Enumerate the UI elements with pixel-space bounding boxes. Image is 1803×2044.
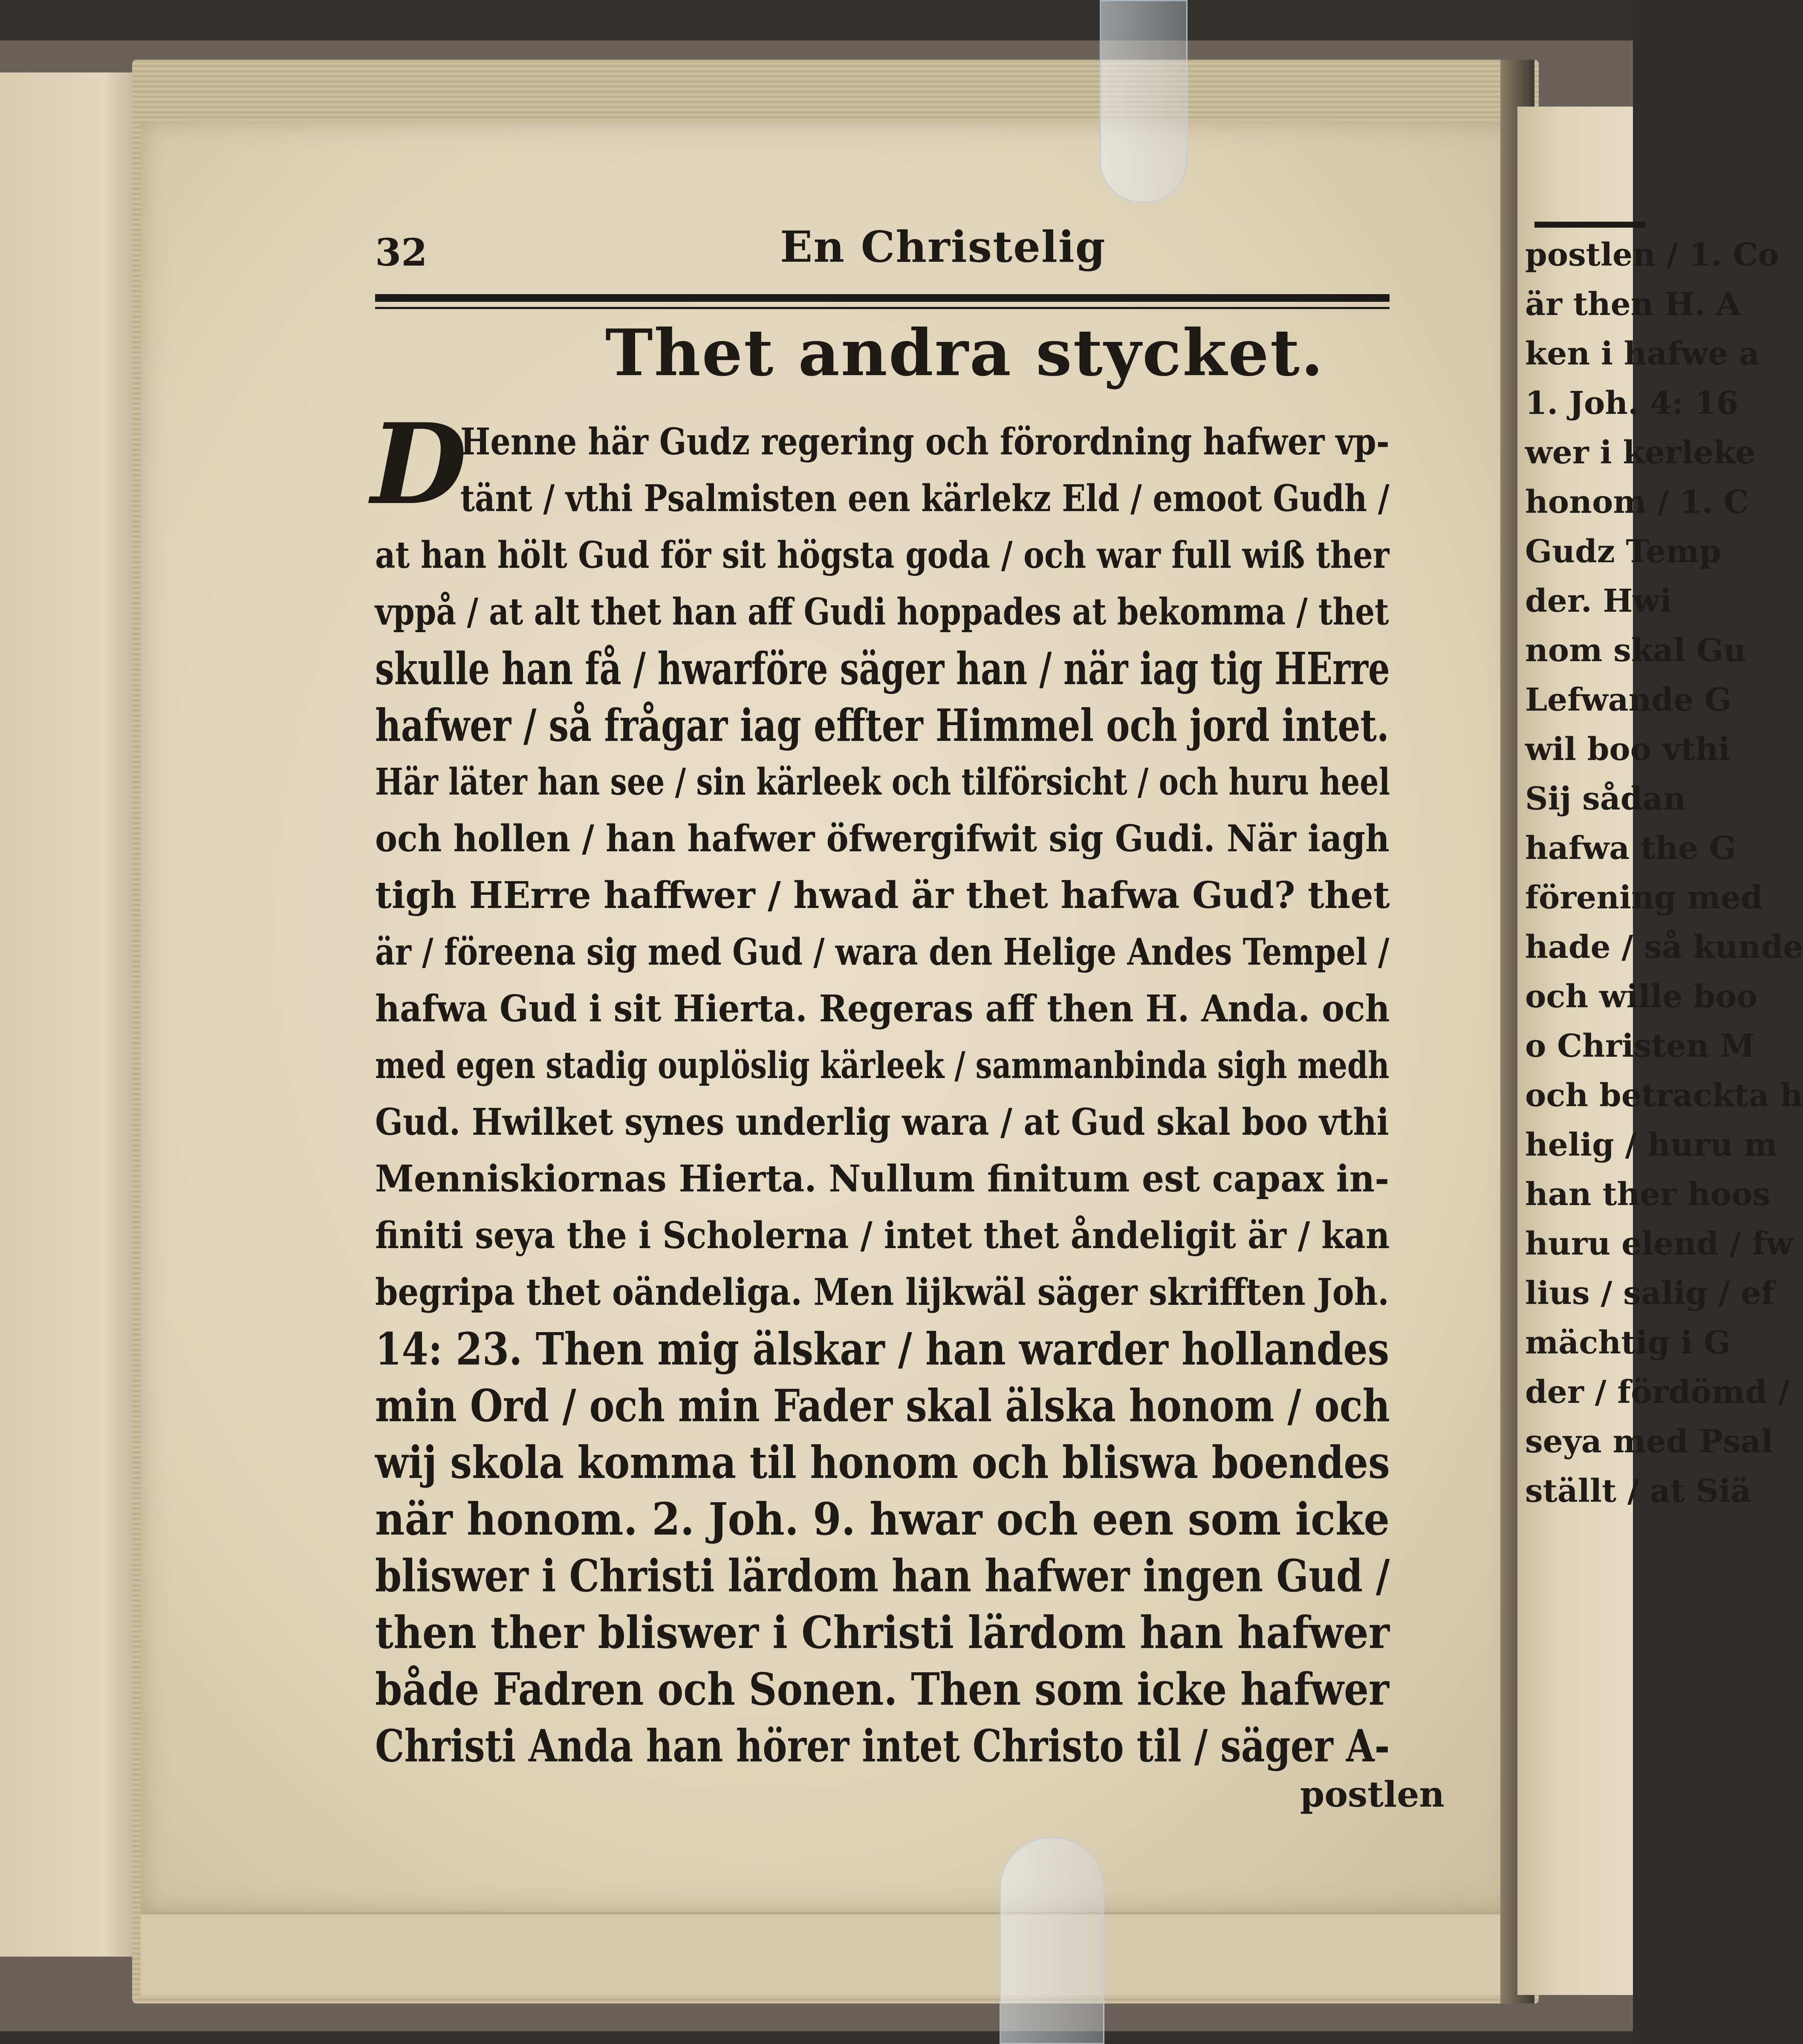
facing-text-line: hade / så kunde — [1525, 929, 1803, 966]
facing-text-line: han ther hoos — [1525, 1176, 1771, 1213]
body-text — [375, 413, 1407, 1774]
text-line: och hollen / han hafwer öfwergifwit sig Gudi. När iagh — [375, 817, 1390, 860]
facing-text-line: helig / huru m — [1525, 1127, 1777, 1163]
facing-text-line: postlen / 1. Co — [1525, 237, 1779, 273]
text-line: 14: 23. Then mig älskar / han warder hollandes — [375, 1323, 1390, 1375]
text-line: then ther bliswer i Christi lärdom han hafwer — [375, 1606, 1390, 1659]
page-bottom-edge — [141, 1912, 1517, 1995]
clip-bottom — [1000, 1837, 1104, 2044]
facing-text-line: o Christen M — [1525, 1028, 1755, 1064]
text-line: begripa thet oändeliga. Men lijkwäl säger skrifften Joh. — [375, 1271, 1389, 1314]
head-rule-thin — [375, 307, 1390, 309]
text-line: skulle han få / hwarföre säger han / när iag tig HErre — [375, 642, 1390, 695]
facing-text-line: honom / 1. C — [1525, 484, 1749, 520]
text-line: hafwa Gud i sit Hierta. Regeras aff then H. Anda. och — [375, 987, 1390, 1030]
facing-text-line: lius / salig / ef — [1525, 1275, 1775, 1312]
facing-text-line: ken i hafwe a — [1525, 335, 1760, 372]
text-line: min Ord / och min Fader skal älska honom / och — [375, 1379, 1390, 1432]
drop-initial: D — [371, 399, 467, 529]
facing-text-line: hafwa the G — [1525, 830, 1737, 867]
facing-text-line: och betrackta h — [1525, 1077, 1803, 1114]
facing-page-rule — [1534, 222, 1645, 228]
facing-text-line: mächtig i G — [1525, 1324, 1731, 1361]
text-line: Henne här Gudz regering och förordning hafwer vp- — [460, 420, 1390, 463]
facing-text-line: seya med Psal — [1525, 1423, 1773, 1460]
facing-text-line: nom skal Gu — [1525, 632, 1746, 669]
running-head — [375, 205, 1407, 281]
facing-text-line: Gudz Temp — [1525, 533, 1722, 570]
facing-page — [1517, 107, 1803, 1995]
facing-text-line: der / fördömd / — [1525, 1374, 1790, 1411]
text-line: Christi Anda han hörer intet Christo til / säger A- — [375, 1720, 1390, 1772]
head-rule — [375, 294, 1390, 302]
text-line: med egen stadig ouplöslig kärleek / sammanbinda sigh medh — [375, 1044, 1390, 1087]
text-line: när honom. 2. Joh. 9. hwar och een som icke — [375, 1493, 1390, 1545]
text-line: Här läter han see / sin kärleek och tilförsicht / och huru heel — [375, 760, 1390, 804]
text-line: hafwer / så frågar iag effter Himmel och jord intet. — [375, 699, 1389, 752]
facing-text-line: och wille boo — [1525, 978, 1758, 1015]
facing-text-line: ställt / at Siä — [1525, 1473, 1751, 1509]
text-line: wij skola komma til honom och bliswa boendes — [375, 1436, 1390, 1489]
facing-text-line: wil boo vthi — [1525, 731, 1730, 768]
text-line: finiti seya the i Scholerna / intet thet åndeligit är / kan — [375, 1214, 1390, 1257]
facing-text-line: 1. Joh. 4: 16 — [1525, 385, 1739, 422]
left-page-edge — [0, 72, 149, 1957]
text-line: är / föreena sig med Gud / wara den Helige Andes Tempel / — [375, 931, 1390, 974]
facing-text-line: förening med — [1525, 879, 1763, 916]
page-number: 32 — [375, 230, 428, 275]
facing-text-line: der. Hwi — [1525, 583, 1672, 619]
facing-text-line: är then H. A — [1525, 286, 1741, 323]
text-line: bliswer i Christi lärdom han hafwer ingen Gud / — [375, 1550, 1390, 1602]
clip-top — [1100, 0, 1188, 203]
facing-text-line: wer i kerleke — [1525, 434, 1756, 471]
text-line: både Fadren och Sonen. Then som icke hafwer — [375, 1663, 1389, 1715]
catchword: postlen — [1300, 1774, 1445, 1815]
facing-text-line: Sij sådan — [1525, 781, 1686, 817]
running-title: En Christelig — [780, 222, 1106, 272]
text-line: tänt / vthi Psalmisten een kärlekz Eld / emoot Gudh / — [460, 477, 1390, 520]
text-line: Menniskiornas Hierta. Nullum finitum est capax in- — [375, 1157, 1390, 1200]
facing-page-text — [1525, 230, 1803, 1516]
page-text-block — [371, 205, 1445, 1815]
text-line: Gud. Hwilket synes underlig wara / at Gud skal boo vthi — [375, 1101, 1389, 1144]
text-line: tigh HErre haffwer / hwad är thet hafwa Gud? thet — [375, 874, 1390, 917]
text-line: vppå / at alt thet han aff Gudi hoppades at bekomma / thet — [375, 590, 1389, 633]
facing-text-line: huru elend / fw — [1525, 1226, 1793, 1262]
section-heading: Thet andra stycket. — [605, 315, 1325, 390]
text-line: at han hölt Gud för sit högsta goda / och war full wiß ther — [375, 534, 1390, 577]
facing-text-line: Lefwande G — [1525, 682, 1732, 718]
